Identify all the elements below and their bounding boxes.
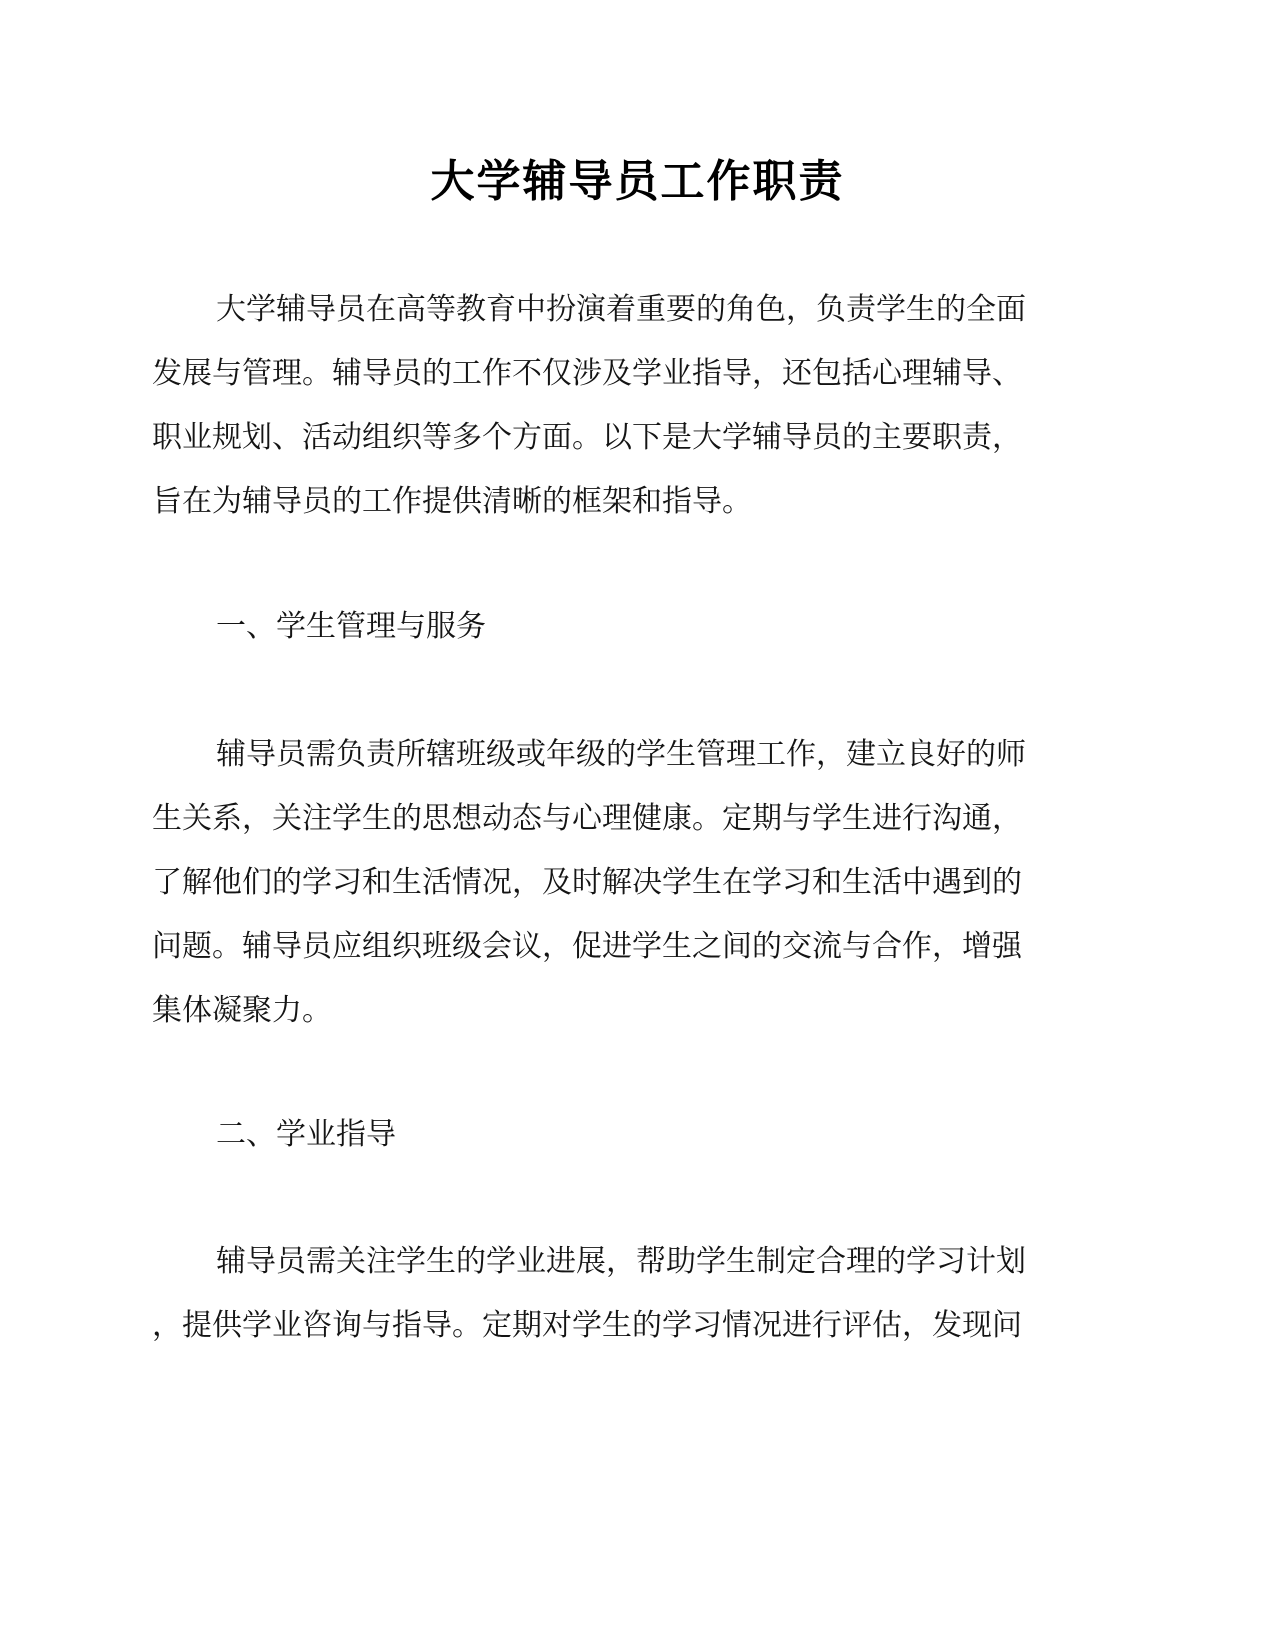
section-2-line-2: ，提供学业咨询与指导。定期对学生的学习情况进行评估，发现问 — [152, 1308, 1022, 1343]
intro-line-4: 旨在为辅导员的工作提供清晰的框架和指导。 — [152, 484, 752, 519]
section-1-line-3: 了解他们的学习和生活情况，及时解决学生在学习和生活中遇到的 — [152, 865, 1022, 900]
intro-line-3: 职业规划、活动组织等多个方面。以下是大学辅导员的主要职责， — [152, 420, 1022, 455]
section-1-line-2: 生关系，关注学生的思想动态与心理健康。定期与学生进行沟通， — [152, 801, 1022, 836]
section-1-line-5: 集体凝聚力。 — [152, 993, 332, 1028]
document-title: 大学辅导员工作职责 — [430, 156, 845, 207]
section-1-heading: 一、学生管理与服务 — [216, 609, 486, 644]
intro-line-1: 大学辅导员在高等教育中扮演着重要的角色，负责学生的全面 — [216, 292, 1026, 327]
section-1-line-1: 辅导员需负责所辖班级或年级的学生管理工作，建立良好的师 — [216, 737, 1026, 772]
section-1-line-4: 问题。辅导员应组织班级会议，促进学生之间的交流与合作，增强 — [152, 929, 1022, 964]
section-2-heading: 二、学业指导 — [216, 1117, 396, 1152]
section-2-line-1: 辅导员需关注学生的学业进展，帮助学生制定合理的学习计划 — [216, 1244, 1026, 1279]
intro-line-2: 发展与管理。辅导员的工作不仅涉及学业指导，还包括心理辅导、 — [152, 356, 1022, 391]
